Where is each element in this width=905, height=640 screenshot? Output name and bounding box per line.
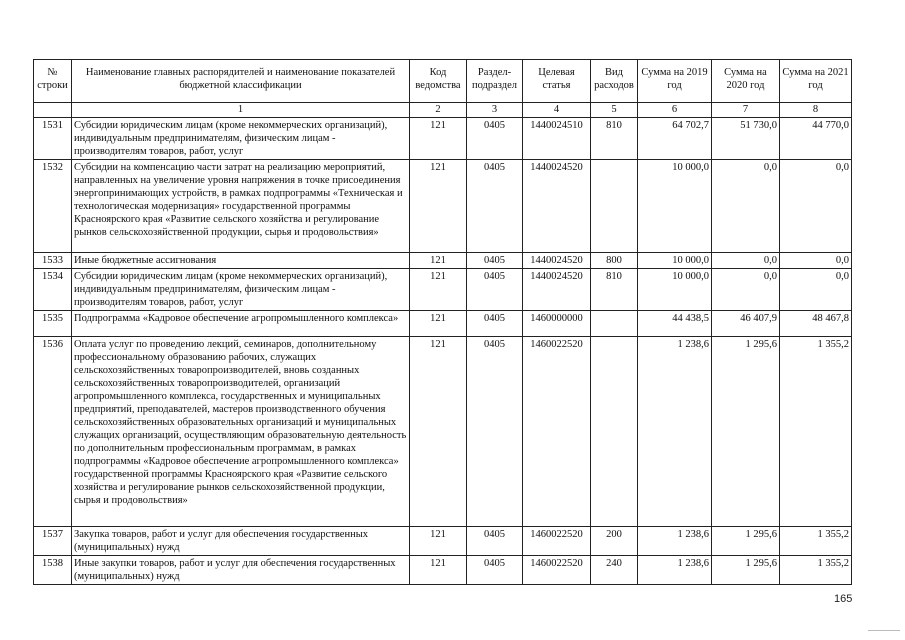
header-sum-2021: Сумма на 2021 год: [780, 60, 852, 103]
table-row: [34, 556, 852, 585]
department-code: 121: [410, 337, 467, 527]
row-name: Субсидии юридическим лицам (кроме некоммерческих организаций), индивидуальным предпринимателям, физическим лицам - производителям товаров, работ, услуг: [72, 269, 410, 311]
row-number: 1537: [34, 527, 72, 556]
table-row: [34, 527, 852, 556]
target-item: 1460022520: [523, 556, 591, 585]
header-sum-2020: Сумма на 2020 год: [712, 60, 780, 103]
sum-2020: 0,0: [712, 269, 780, 311]
sum-2019: 10 000,0: [638, 269, 712, 311]
sum-2021: 1 355,2: [780, 556, 852, 585]
section-code: 0405: [467, 527, 523, 556]
row-name: Закупка товаров, работ и услуг для обеспечения государственных (муниципальных) нужд: [72, 527, 410, 556]
department-code: 121: [410, 118, 467, 160]
budget-table: [33, 59, 852, 585]
sum-2019: 10 000,0: [638, 160, 712, 253]
sum-2020: 46 407,9: [712, 311, 780, 337]
target-item: 1460022520: [523, 337, 591, 527]
header-section: Раздел-подраздел: [467, 60, 523, 103]
row-name: Иные закупки товаров, работ и услуг для обеспечения государственных (муниципальных) нужд: [72, 556, 410, 585]
department-code: 121: [410, 556, 467, 585]
section-code: 0405: [467, 311, 523, 337]
sum-2020: 1 295,6: [712, 337, 780, 527]
header-expense-type: Вид расходов: [591, 60, 638, 103]
row-name: Субсидии на компенсацию части затрат на реализацию мероприятий, направленных на увеличение уровня напряжения в точке присоединения энергопринимающих устройств, в рамках подпрограммы «Техническая и технологическая модернизация» государственной программы Красноярского края «Развитие сельского хозяйства и регулирование рынков сельскохозяйственной продукции, сырья и продовольствия»: [72, 160, 410, 253]
target-item: 1440024520: [523, 253, 591, 269]
expense-type: 810: [591, 269, 638, 311]
table-row: [34, 253, 852, 269]
header-sum-2019: Сумма на 2019 год: [638, 60, 712, 103]
target-item: 1460022520: [523, 527, 591, 556]
row-name: Оплата услуг по проведению лекций, семинаров, дополнительному профессиональному образованию рабочих, служащих сельскохозяйственных товаропроизводителей, вновь созданных сельскохозяйственных товаропроизводителей, организаций агропромышленного комплекса, государственных и муниципальных предприятий, преподавателей, мастеров производственного обучения сельскохозяйственных образовательных организаций и муниципальных служащих организаций, осуществляющим образовательную деятельность по дополнительным профессиональным программам, в рамках подпрограммы «Кадровое обеспечение агропромышленного комплекса» государственной программы Красноярского края «Развитие сельского хозяйства и регулирование рынков сельскохозяйственной продукции, сырья и продовольствия»: [72, 337, 410, 527]
table-row: [34, 311, 852, 337]
column-number: 5: [591, 103, 638, 118]
sum-2019: 10 000,0: [638, 253, 712, 269]
sum-2020: 1 295,6: [712, 556, 780, 585]
row-number: 1538: [34, 556, 72, 585]
table-row: [34, 269, 852, 311]
column-number: 6: [638, 103, 712, 118]
expense-type: 810: [591, 118, 638, 160]
sum-2021: 0,0: [780, 160, 852, 253]
sum-2020: 1 295,6: [712, 527, 780, 556]
section-code: 0405: [467, 118, 523, 160]
scan-edge-line: [868, 630, 900, 631]
column-number: 1: [72, 103, 410, 118]
section-code: 0405: [467, 269, 523, 311]
target-item: 1440024520: [523, 160, 591, 253]
sum-2021: 44 770,0: [780, 118, 852, 160]
header-department-code: Код ведомства: [410, 60, 467, 103]
section-code: 0405: [467, 160, 523, 253]
sum-2021: 0,0: [780, 253, 852, 269]
sum-2020: 0,0: [712, 253, 780, 269]
header-name: Наименование главных распорядителей и наименование показателей бюджетной классификации: [72, 60, 410, 103]
section-code: 0405: [467, 556, 523, 585]
header-row: [34, 60, 852, 103]
sum-2021: 1 355,2: [780, 337, 852, 527]
section-code: 0405: [467, 253, 523, 269]
section-code: 0405: [467, 337, 523, 527]
table-row: [34, 118, 852, 160]
expense-type: [591, 311, 638, 337]
column-number: 2: [410, 103, 467, 118]
row-number: 1536: [34, 337, 72, 527]
column-number-empty: [34, 103, 72, 118]
expense-type: 800: [591, 253, 638, 269]
column-number: 3: [467, 103, 523, 118]
column-number: 4: [523, 103, 591, 118]
row-name: Субсидии юридическим лицам (кроме некоммерческих организаций), индивидуальным предпринимателям, физическим лицам - производителям товаров, работ, услуг: [72, 118, 410, 160]
row-number: 1531: [34, 118, 72, 160]
row-number: 1533: [34, 253, 72, 269]
sum-2021: 0,0: [780, 269, 852, 311]
expense-type: 200: [591, 527, 638, 556]
table-row: [34, 337, 852, 527]
department-code: 121: [410, 253, 467, 269]
header-row-number: № строки: [34, 60, 72, 103]
sum-2021: 48 467,8: [780, 311, 852, 337]
department-code: 121: [410, 160, 467, 253]
department-code: 121: [410, 311, 467, 337]
table-row: [34, 160, 852, 253]
target-item: 1440024520: [523, 269, 591, 311]
row-number: 1535: [34, 311, 72, 337]
department-code: 121: [410, 527, 467, 556]
sum-2019: 1 238,6: [638, 556, 712, 585]
row-number: 1532: [34, 160, 72, 253]
page-number: 165: [834, 593, 853, 605]
sum-2020: 0,0: [712, 160, 780, 253]
department-code: 121: [410, 269, 467, 311]
row-number: 1534: [34, 269, 72, 311]
sum-2020: 51 730,0: [712, 118, 780, 160]
expense-type: [591, 160, 638, 253]
target-item: 1440024510: [523, 118, 591, 160]
row-name: Иные бюджетные ассигнования: [72, 253, 410, 269]
expense-type: 240: [591, 556, 638, 585]
sum-2021: 1 355,2: [780, 527, 852, 556]
header-target-item: Целевая статья: [523, 60, 591, 103]
expense-type: [591, 337, 638, 527]
column-number: 8: [780, 103, 852, 118]
sum-2019: 1 238,6: [638, 527, 712, 556]
row-name: Подпрограмма «Кадровое обеспечение агропромышленного комплекса»: [72, 311, 410, 337]
sum-2019: 1 238,6: [638, 337, 712, 527]
sum-2019: 64 702,7: [638, 118, 712, 160]
column-number: 7: [712, 103, 780, 118]
column-number-row: [34, 103, 852, 118]
target-item: 1460000000: [523, 311, 591, 337]
sum-2019: 44 438,5: [638, 311, 712, 337]
